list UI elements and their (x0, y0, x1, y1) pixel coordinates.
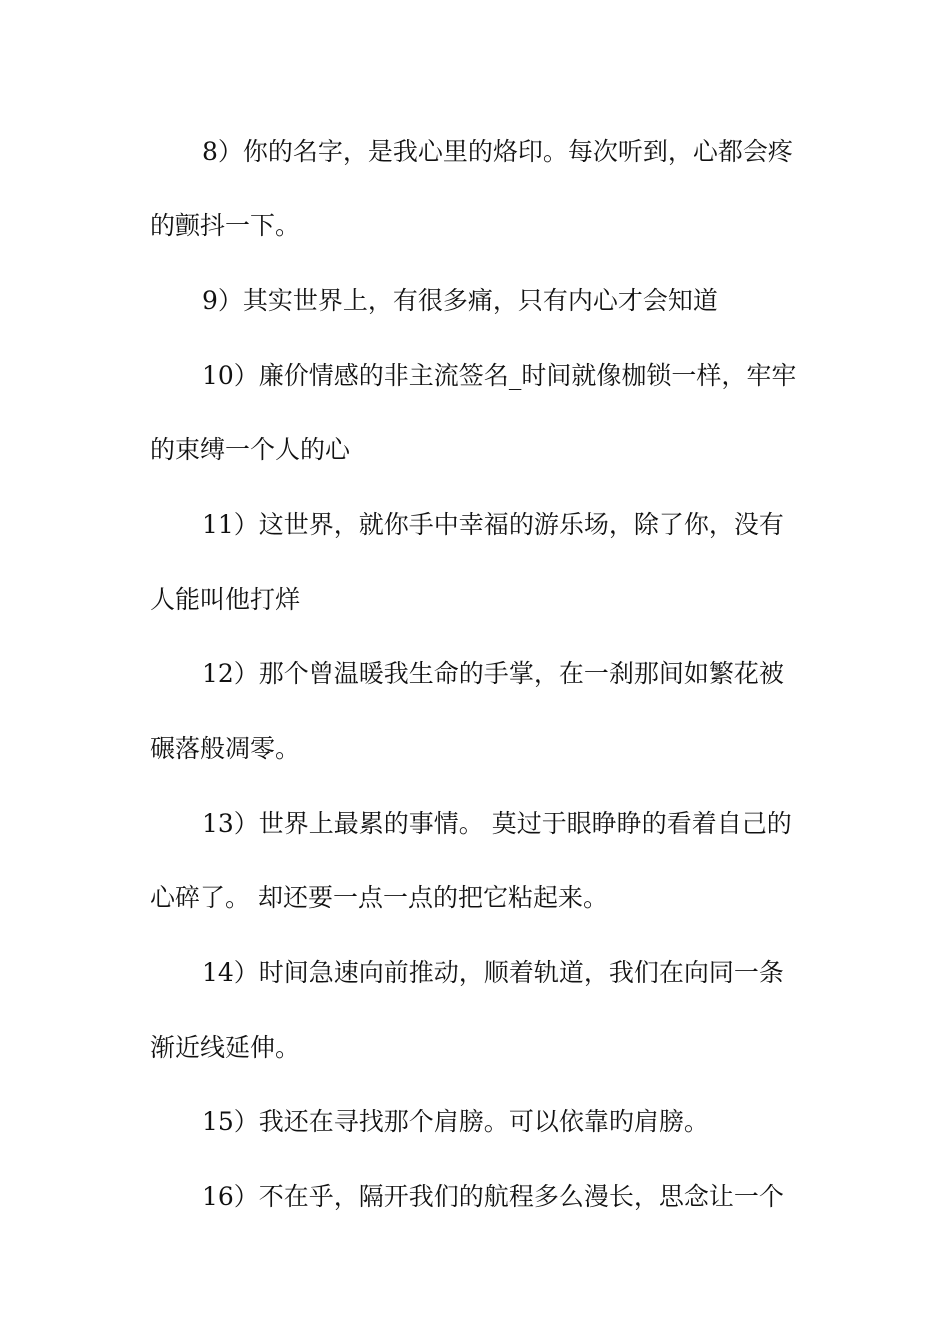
text-line: 心碎了。 却还要一点一点的把它粘起来。 (150, 883, 608, 912)
text-line: 8）你的名字，是我心里的烙印。每次听到，心都会疼 (202, 137, 793, 166)
text-line: 11）这世界，就你手中幸福的游乐场，除了你，没有 (202, 510, 784, 539)
text-line: 13）世界上最累的事情。 莫过于眼睁睁的看着自己的 (202, 809, 792, 838)
text-line: 12）那个曾温暖我生命的手掌，在一刹那间如繁花被 (202, 659, 784, 688)
text-line: 10）廉价情感的非主流签名_时间就像枷锁一样，牢牢 (202, 361, 797, 390)
text-line: 碾落般凋零。 (150, 734, 301, 763)
text-line: 14）时间急速向前推动，顺着轨道，我们在向同一条 (202, 958, 784, 987)
text-line: 的束缚一个人的心 (150, 435, 351, 464)
text-line: 16）不在乎，隔开我们的航程多么漫长，思念让一个 (202, 1182, 784, 1211)
text-line: 的颤抖一下。 (150, 211, 301, 240)
text-line: 9）其实世界上，有很多痛，只有内心才会知道 (202, 286, 718, 315)
text-line: 15）我还在寻找那个肩膀。可以依靠旳肩膀。 (202, 1107, 709, 1136)
text-line: 人能叫他打烊 (150, 585, 301, 614)
text-line: 渐近线延伸。 (150, 1033, 301, 1062)
